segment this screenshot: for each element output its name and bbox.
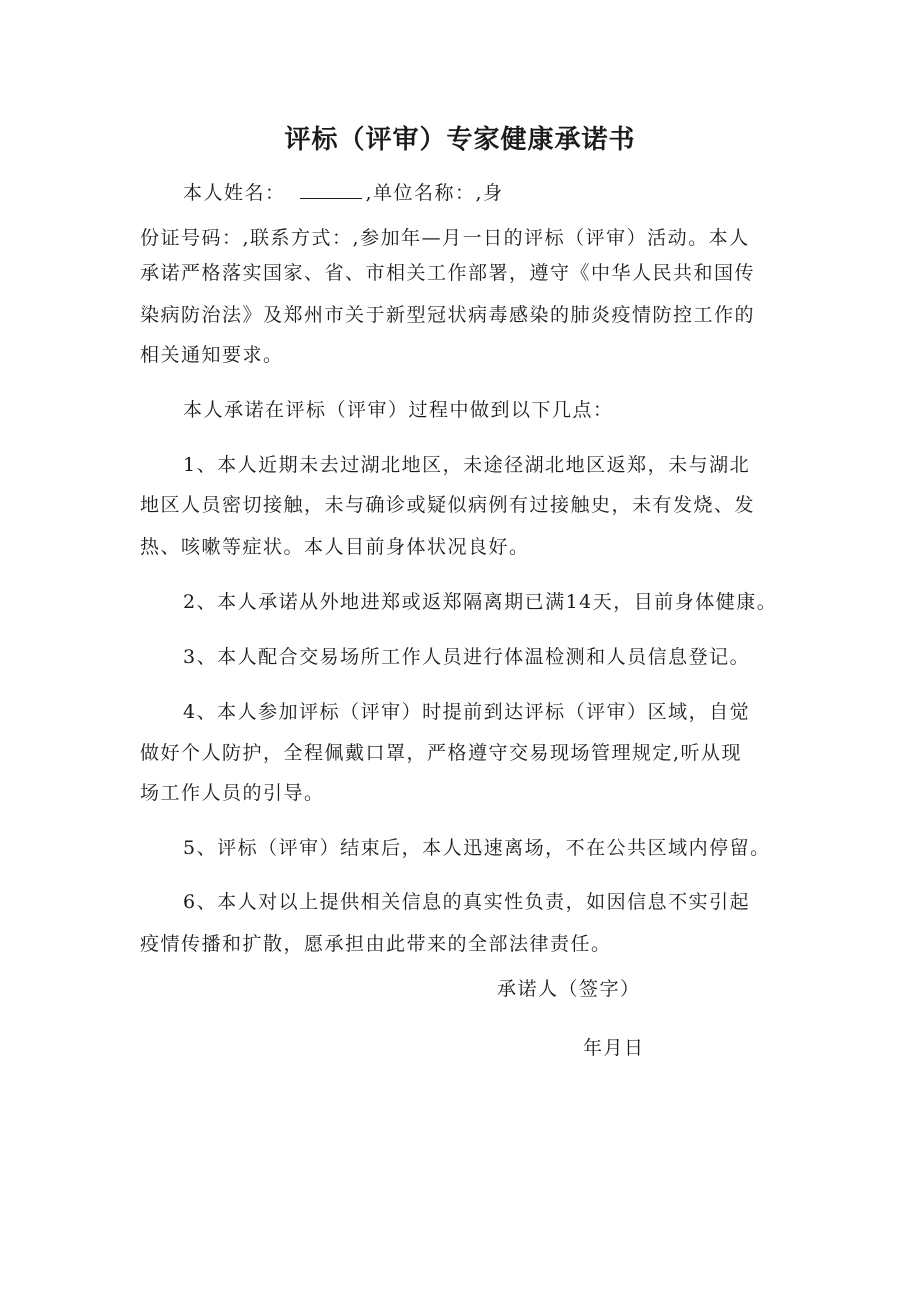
intro-unit-text: ,单位名称：,身 — [365, 182, 504, 204]
intro-first-line — [183, 178, 504, 208]
signature-label: 承诺人（签字） — [497, 978, 641, 1000]
lead-sentence: 本人承诺在评标（评审）过程中做到以下几点： — [183, 399, 614, 421]
intro-line: 相关通知要求。 — [140, 344, 284, 366]
item-1-line: 热、咳嗽等症状。本人目前身体状况良好。 — [140, 536, 530, 558]
item-2-line: 2、本人承诺从外地进郑或返郑隔离期已满14天，目前身体健康。 — [183, 591, 778, 613]
item-1-line: 地区人员密切接触，未与确诊或疑似病例有过接触史，未有发烧、发 — [140, 494, 756, 516]
intro-line: 承诺严格落实国家、省、市相关工作部署，遵守《中华人民共和国传 — [140, 262, 756, 284]
date-label: 年月日 — [583, 1037, 645, 1059]
name-blank-field — [300, 178, 362, 199]
document-title: 评标（评审）专家健康承诺书 — [284, 125, 636, 155]
item-4-line: 场工作人员的引导。 — [140, 782, 325, 804]
item-5-line: 5、评标（评审）结束后，本人迅速离场，不在公共区域内停留。 — [183, 837, 771, 859]
item-4-line: 做好个人防护，全程佩戴口罩，严格遵守交易现场管理规定,听从现 — [140, 742, 743, 764]
item-4-line: 4、本人参加评标（评审）时提前到达评标（评审）区域，自觉 — [183, 701, 751, 723]
item-3-line: 3、本人配合交易场所工作人员进行体温检测和人员信息登记。 — [183, 646, 751, 668]
intro-line: 份证号码：,联系方式：,参加年—月一日的评标（评审）活动。本人 — [140, 227, 750, 249]
item-6-line: 疫情传播和扩散，愿承担由此带来的全部法律责任。 — [140, 933, 612, 955]
intro-line: 染病防治法》及郑州市关于新型冠状病毒感染的肺炎疫情防控工作的 — [140, 304, 756, 326]
item-6-line: 6、本人对以上提供相关信息的真实性负责，如因信息不实引起 — [183, 891, 751, 913]
item-1-line: 1、本人近期未去过湖北地区，未途径湖北地区返郑，未与湖北 — [183, 454, 751, 476]
name-label: 本人姓名： — [183, 182, 286, 204]
